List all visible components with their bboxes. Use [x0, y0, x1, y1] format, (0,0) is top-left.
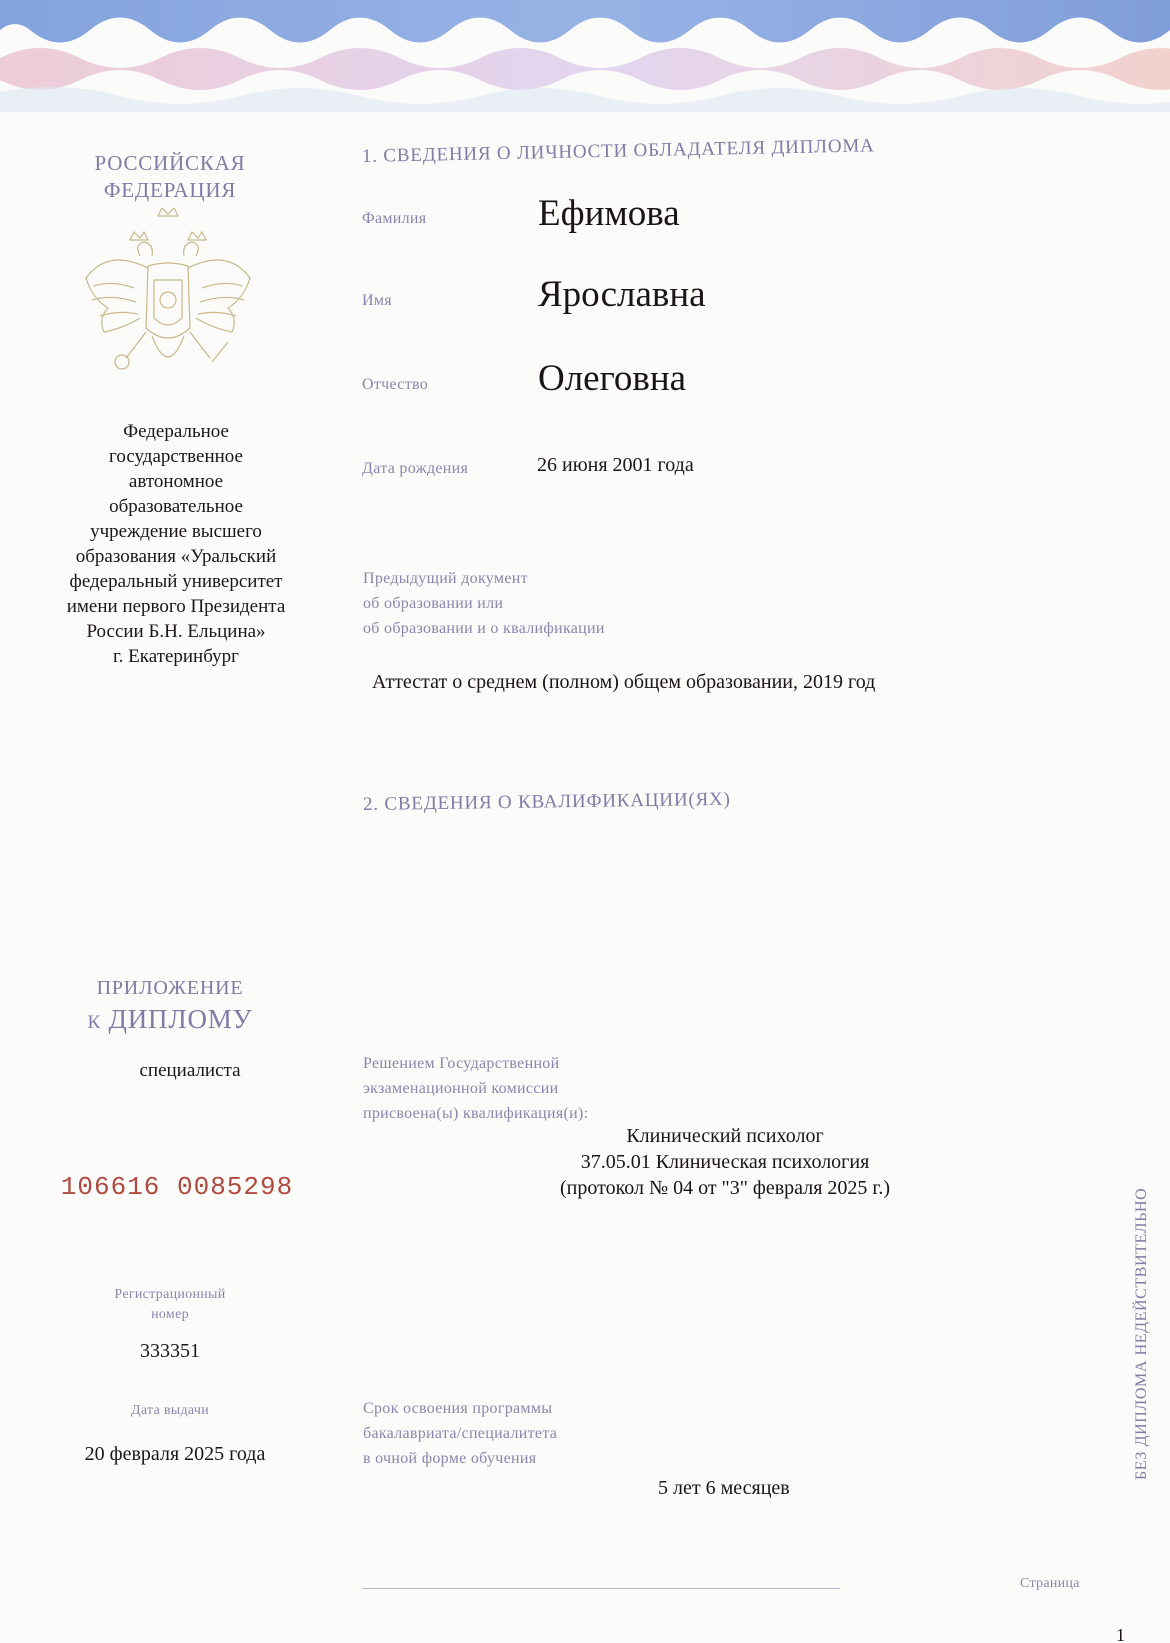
protocol-reference: (протокол № 04 от "3" февраля 2025 г.): [560, 1177, 890, 1199]
reg-label-line: Регистрационный: [114, 1287, 226, 1302]
org-line: образовательное: [109, 496, 243, 517]
decision-label-line: присвоена(ы) квалификация(и):: [363, 1105, 589, 1122]
prev-doc-label-line: Предыдущий документ: [363, 570, 528, 587]
issue-date: 20 февраля 2025 года: [84, 1443, 266, 1465]
coat-of-arms-emblem: [78, 208, 258, 394]
term-label-line: Срок освоения программы: [363, 1400, 553, 1417]
registration-number-label: [90, 1285, 250, 1325]
section-2-title: 2. СВЕДЕНИЯ О КВАЛИФИКАЦИИ(ЯХ): [362, 788, 731, 815]
invalid-without-diploma-note: БЕЗ ДИПЛОМА НЕДЕЙСТВИТЕЛЬНО: [1133, 1187, 1150, 1480]
term-label-line: бакалавриата/специалитета: [363, 1425, 558, 1442]
term-label-line: в очной форме обучения: [363, 1450, 537, 1467]
page-label: Страница: [1020, 1576, 1080, 1591]
appendix-title-line-1: ПРИЛОЖЕНИЕ: [96, 977, 244, 999]
prev-doc-label-line: об образовании и о квалификации: [363, 620, 605, 637]
registration-number: 333351: [140, 1340, 200, 1362]
serial-number: 106616 0085298: [60, 1172, 294, 1202]
prev-doc-label-line: об образовании или: [363, 595, 504, 612]
qualification-block: [520, 1123, 930, 1201]
surname-value: Ефимова: [538, 193, 680, 234]
previous-document-label: [363, 566, 605, 641]
specialty-code: 37.05.01 Клиническая психология: [580, 1151, 870, 1173]
country-line-1: РОССИЙСКАЯ: [94, 151, 246, 175]
org-line: государственное: [109, 446, 243, 467]
org-line: федеральный университет: [69, 571, 283, 592]
surname-label: Фамилия: [362, 210, 427, 227]
organization-name: [48, 419, 304, 669]
org-line: России Б.Н. Ельцина»: [86, 621, 266, 642]
name-value: Ярославна: [538, 274, 706, 315]
org-line: имени первого Президента: [66, 596, 286, 617]
study-term-label: [363, 1396, 557, 1471]
reg-label-line: номер: [151, 1307, 189, 1322]
previous-document-value: Аттестат о среднем (полном) общем образовании, 2019 год: [372, 671, 876, 693]
org-line: автономное: [128, 471, 224, 492]
decision-label-line: экзаменационной комиссии: [363, 1080, 559, 1097]
patronymic-value: Олеговна: [538, 358, 687, 399]
dob-value: 26 июня 2001 года: [537, 454, 694, 476]
bottom-rule: [362, 1588, 840, 1589]
section-1-title: 1. СВЕДЕНИЯ О ЛИЧНОСТИ ОБЛАДАТЕЛЯ ДИПЛОМА: [361, 135, 875, 167]
appendix-title-line-2: к ДИПЛОМУ: [87, 1004, 253, 1034]
org-line: учреждение высшего: [90, 521, 262, 542]
degree-type: специалиста: [139, 1060, 241, 1081]
issue-date-label: Дата выдачи: [130, 1403, 210, 1418]
org-line: г. Екатеринбург: [113, 646, 239, 667]
qualification-name: Клинический психолог: [626, 1125, 824, 1147]
dob-label: Дата рождения: [362, 460, 469, 477]
page-number: 1: [1116, 1625, 1125, 1643]
org-line: образования «Уральский: [75, 546, 277, 567]
country-title: [80, 150, 260, 204]
guilloche-band: [0, 0, 1170, 130]
study-term-value: 5 лет 6 месяцев: [658, 1477, 790, 1499]
country-line-2: ФЕДЕРАЦИЯ: [103, 178, 237, 202]
commission-decision-label: [363, 1051, 588, 1126]
patronymic-label: Отчество: [362, 376, 429, 393]
org-line: Федеральное: [123, 421, 229, 442]
name-label: Имя: [362, 292, 392, 309]
decision-label-line: Решением Государственной: [363, 1055, 560, 1072]
